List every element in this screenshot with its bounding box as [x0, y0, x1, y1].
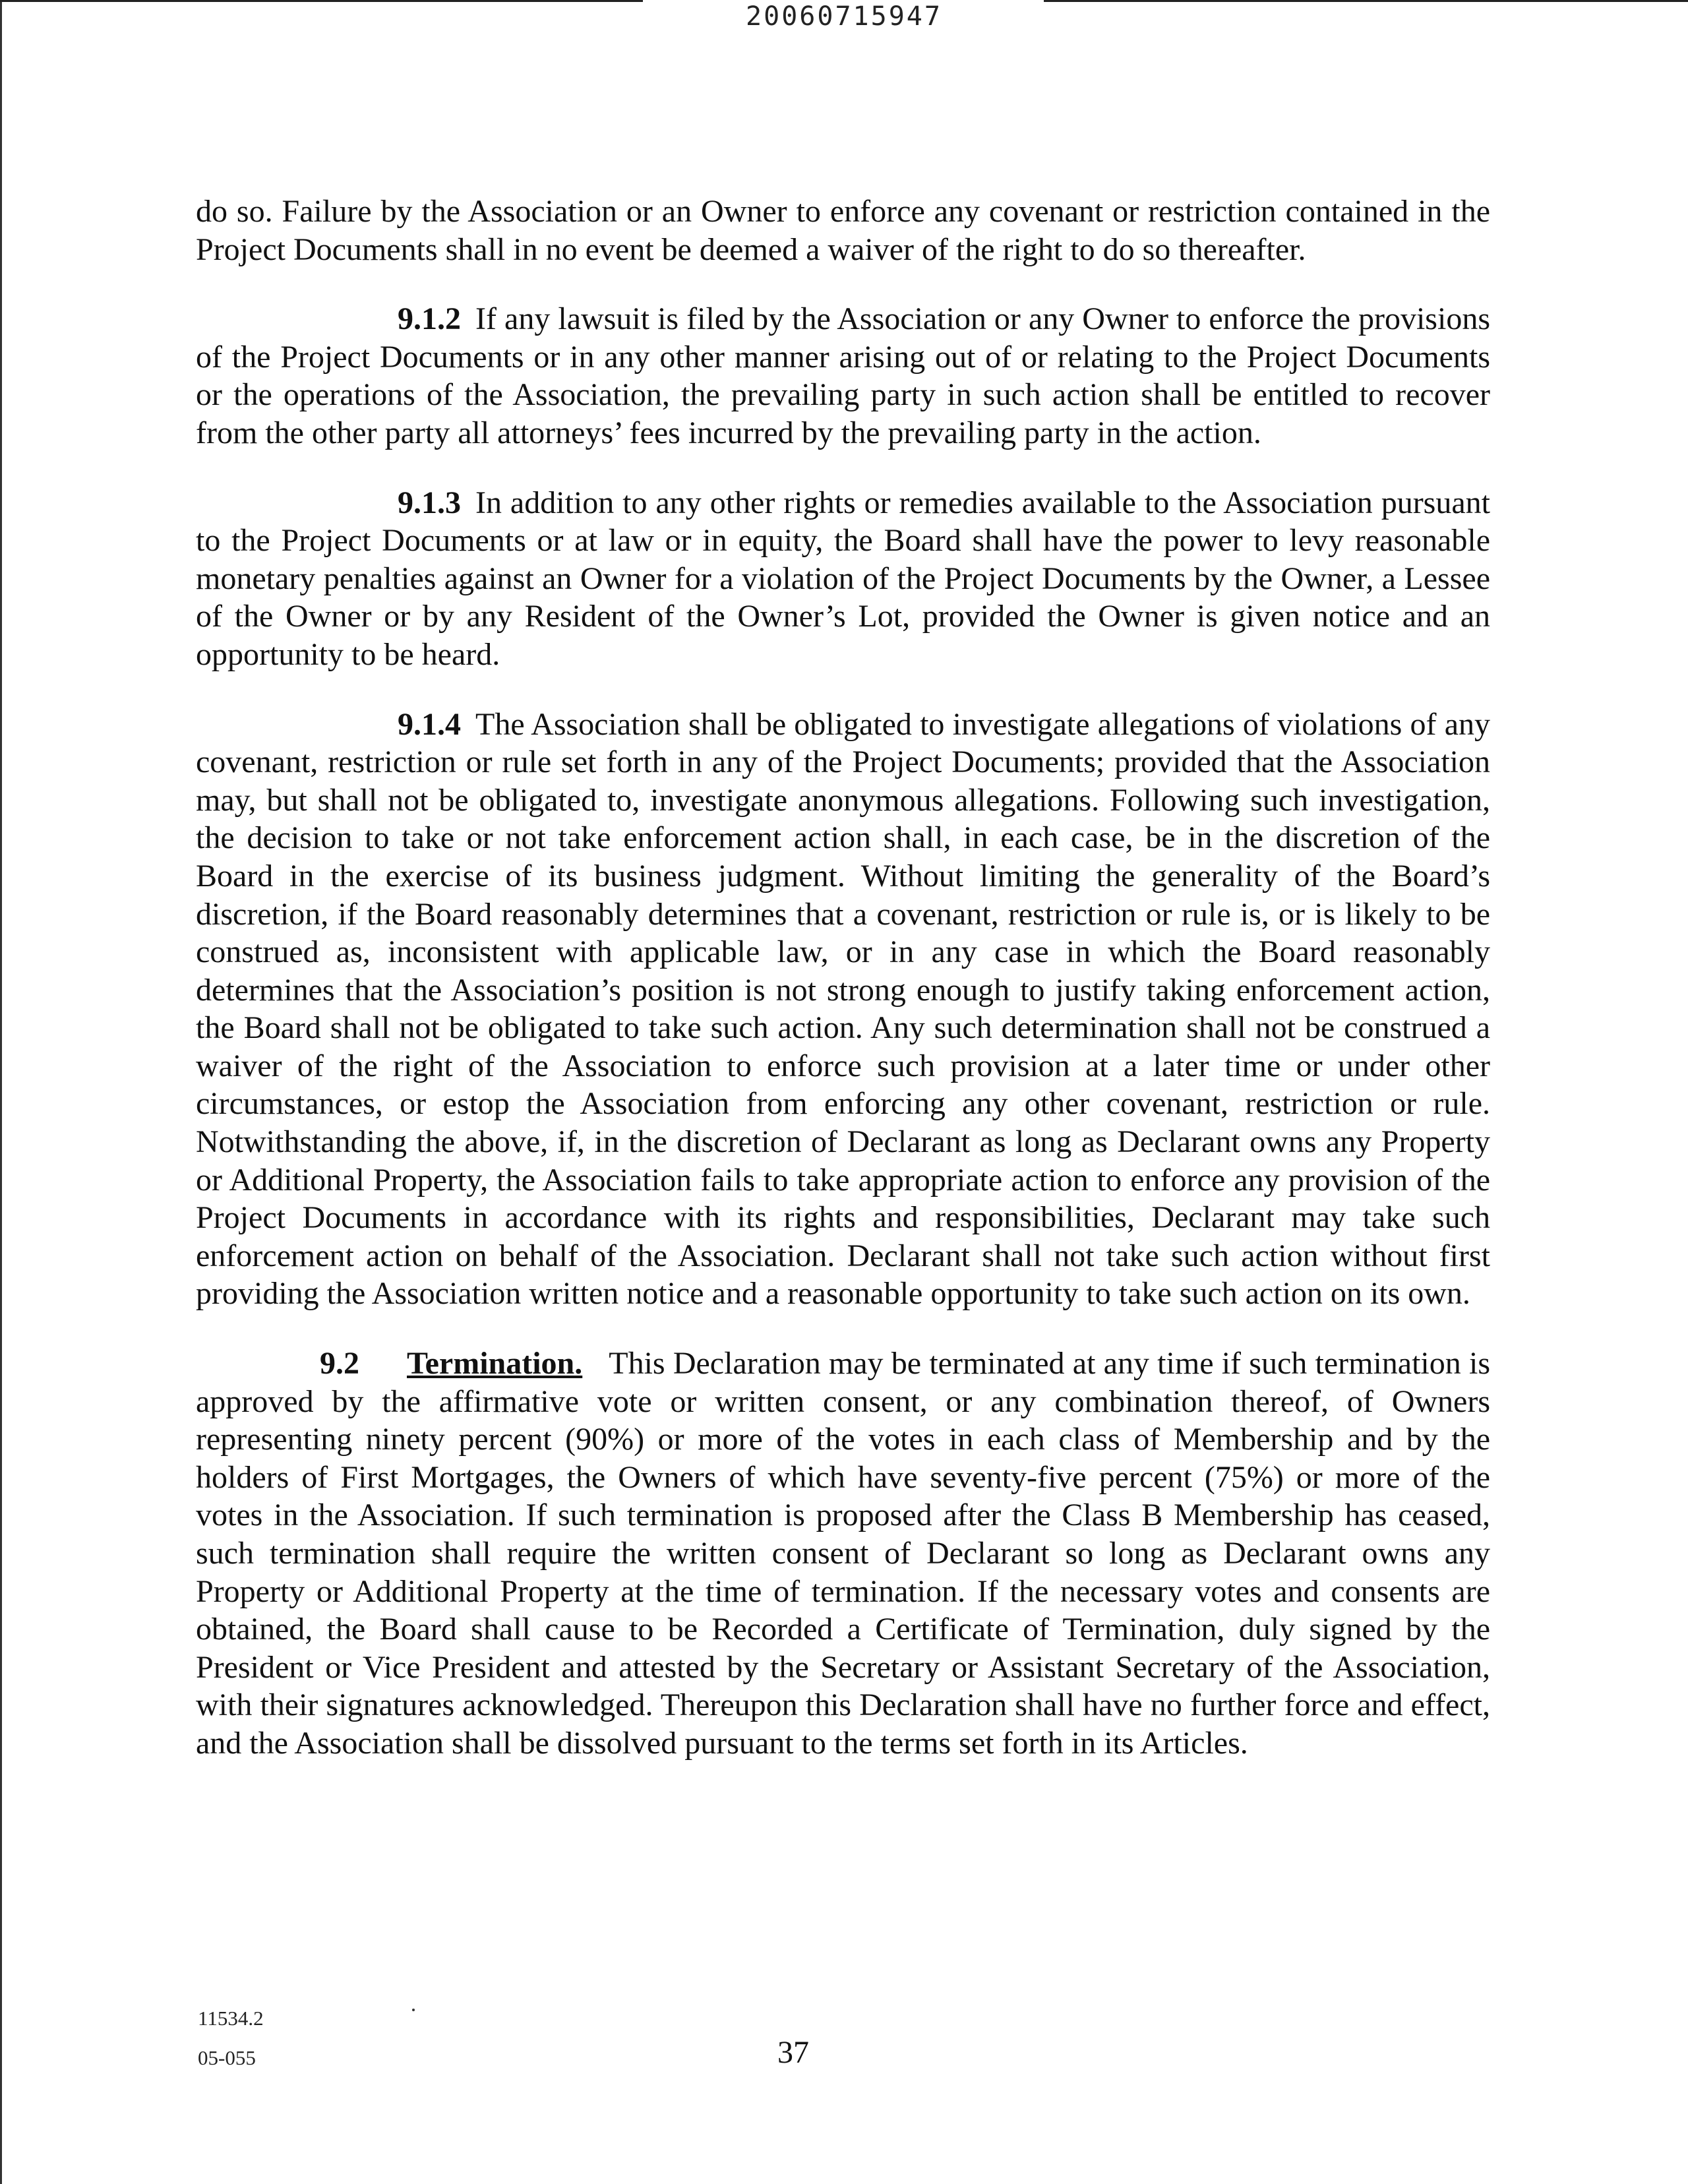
section-text: The Association shall be obligated to investigate allegations of violations of any covenant, restriction or rule set forth in any of the Project Documents; provided that the Association may, but shall not be obligated to, investigate anonymous allegations. Following such investigation, the decision to take or not take enforcement action shall, in each case, be in the discretion of the Board in the exercise of its business judgment. Without limiting the generality of the Board’s discretion, if the Board reasonably determines that a covenant, restriction or rule is, or is likely to be construed as, inconsistent with applicable law, or in any case in which the Board reasonably determines that the Association’s position is not strong enough to justify taking enforcement action, the Board shall not be obligated to take such action. Any such determination shall not be construed a waiver of the right of the Association to enforce such provision at a later time or under other circumstances, or estop the Association from enforcing any other covenant, restriction or rule. Notwithstanding the above, if, in the discretion of Declarant as long as Declarant owns any Property or Additional Property, the Association fails to take appropriate action to enforce any provision of the Project Documents in accordance with its rights and responsibilities, Declarant may take such enforcement action on behalf of the Association. Declarant shall not take such action without first providing the Association written notice and a reasonable opportunity to take such action on its own.	[196, 706, 1490, 1312]
section-9-1-2	[196, 300, 1490, 452]
recording-number: 20060715947	[746, 1, 942, 32]
section-number: 9.1.2	[398, 301, 461, 337]
section-text: In addition to any other rights or remedies available to the Association pursuant to the Project Documents or at law or in equity, the Board shall have the power to levy reasonable monetary penalties against an Owner for a violation of the Project Documents by the Owner, a Lessee of the Owner or by any Resident of the Owner’s Lot, provided the Owner is given notice and an opportunity to be heard.	[196, 485, 1490, 672]
section-number: 9.1.4	[398, 706, 461, 742]
section-text: This Declaration may be terminated at any time if such termination is approved by the affirmative vote or written consent, or any combination thereof, of Owners representing ninety percent (90%) or more of the votes in each class of Membership and by the holders of First Mortgages, the Owners of which have seventy-five percent (75%) or more of the votes in the Association. If such termination is proposed after the Class B Membership has ceased, such termination shall require the written consent of Declarant so long as Declarant owns any Property or Additional Property at the time of termination. If the necessary votes and consents are obtained, the Board shall cause to be Recorded a Certificate of Termination, duly signed by the President or Vice President and attested by the Secretary or Assistant Secretary of the Association, with their signatures acknowledged. Thereupon this Declaration shall have no further force and effect, and the Association shall be dissolved pursuant to the terms set forth in its Articles.	[196, 1346, 1490, 1761]
page-number: 37	[777, 2035, 809, 2070]
doc-ref-code: 05-055	[198, 2046, 256, 2069]
doc-ref-number: 11534.2	[198, 2007, 264, 2030]
section-9-1-4	[196, 706, 1490, 1314]
section-number: 9.2	[320, 1346, 359, 1381]
section-9-2	[196, 1345, 1490, 1763]
scan-left-edge	[0, 0, 2, 2184]
continuation-paragraph	[196, 193, 1490, 268]
section-9-1-3	[196, 484, 1490, 674]
section-text: If any lawsuit is filed by the Association or any Owner to enforce the provisions of the Project Documents or in any other manner arising out of or relating to the Project Documents or the operations of the Association, the prevailing party in such action shall be entitled to recover from the other party all attorneys’ fees incurred by the prevailing party in the action.	[196, 301, 1490, 450]
scan-speck	[412, 2009, 415, 2011]
section-title: Termination.	[407, 1346, 583, 1381]
continuation-text: do so. Failure by the Association or an Owner to enforce any covenant or restriction contained in the Project Documents shall in no event be deemed a waiver of the right to do so thereafter.	[196, 194, 1490, 267]
body-text	[196, 193, 1490, 1763]
section-number: 9.1.3	[398, 485, 461, 520]
